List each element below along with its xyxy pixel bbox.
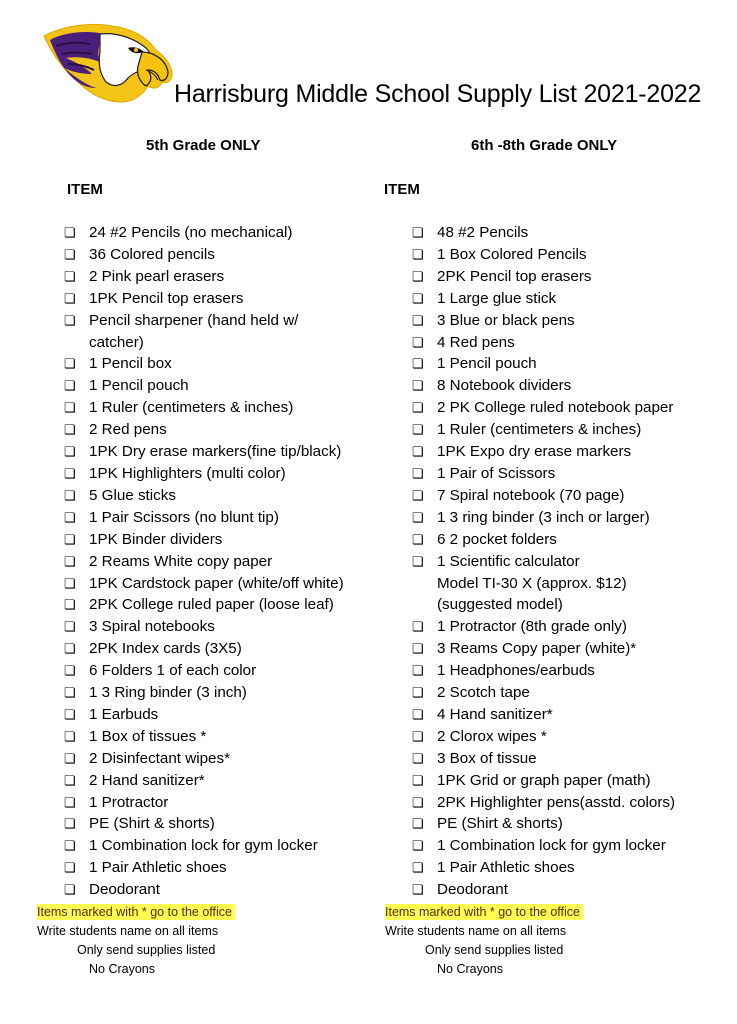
checkbox-icon: ❏ [412,444,424,460]
checkbox-icon: ❏ [64,641,76,657]
list-item: ❏ 2 Scotch tape [412,682,675,704]
list-item: ❏ 6 2 pocket folders [412,529,675,551]
checkbox-icon: ❏ [412,750,424,766]
list-item: ❏ 1 Box of tissues * [64,726,344,748]
list-item: ❏ 1 Ruler (centimeters & inches) [412,419,675,441]
checkbox-icon: ❏ [64,487,76,503]
list-item: ❏ 1PK Binder dividers [64,529,344,551]
list-item: ❏ 1PK Highlighters (multi color) [64,463,344,485]
list-item-continuation: catcher) [89,333,144,351]
list-item: ❏ 1PK Dry erase markers(fine tip/black) [64,441,344,463]
only-note: Only send supplies listed [425,943,564,957]
checkbox-icon: ❏ [64,597,76,613]
list-item: ❏ 2 Pink pearl erasers [64,266,344,288]
checkbox-icon: ❏ [64,268,76,284]
crayons-note: No Crayons [89,962,155,976]
list-item: ❏ 3 Blue or black pens [412,310,675,332]
checkbox-icon: ❏ [64,356,76,372]
list-item: ❏ 1 Ruler (centimeters & inches) [64,397,344,419]
list-item: ❏ 4 Hand sanitizer* [412,704,675,726]
list-item: ❏ 1 Protractor [64,792,344,814]
checkbox-icon: ❏ [64,860,76,876]
list-item: ❏ 1 Pair of Scissors [412,463,675,485]
checkbox-icon: ❏ [412,706,424,722]
checkbox-icon: ❏ [64,465,76,481]
list-item: ❏ 1 3 Ring binder (3 inch) [64,682,344,704]
list-item: ❏ 1 Pair Athletic shoes [64,857,344,879]
checkbox-icon: ❏ [64,553,76,569]
list-item: ❏ 3 Box of tissue [412,748,675,770]
checkbox-icon: ❏ [412,685,424,701]
list-item: ❏ 6 Folders 1 of each color [64,660,344,682]
checkbox-icon: ❏ [412,838,424,854]
checkbox-icon: ❏ [412,728,424,744]
list-item: ❏ PE (Shirt & shorts) [64,813,344,835]
list-item: ❏ 2 Clorox wipes * [412,726,675,748]
list-item: ❏ 4 Red pens [412,332,675,354]
checkbox-icon: ❏ [64,794,76,810]
checkbox-icon: ❏ [64,663,76,679]
notes-left [37,903,235,979]
names-note: Write students name on all items [385,924,567,938]
checkbox-icon: ❏ [64,509,76,525]
list-item: ❏ 1 Combination lock for gym locker [64,835,344,857]
list-item: ❏ 1PK Pencil top erasers [64,288,344,310]
checkbox-icon: ❏ [412,356,424,372]
list-item: ❏ Deodorant [412,879,675,901]
names-note: Write students name on all items [37,924,219,938]
list-item: ❏ 2 Hand sanitizer* [64,770,344,792]
list-item: ❏ 2PK College ruled paper (loose leaf) [64,594,344,616]
checkbox-icon: ❏ [412,400,424,416]
checkbox-icon: ❏ [412,509,424,525]
list-item: ❏ 1PK Grid or graph paper (math) [412,770,675,792]
checkbox-icon: ❏ [64,882,76,898]
grade-heading-5th: 5th Grade ONLY [146,137,261,154]
list-item: ❏ 1 Large glue stick [412,288,675,310]
list-item: ❏ 2PK Index cards (3X5) [64,638,344,660]
list-item: ❏ 24 #2 Pencils (no mechanical) [64,222,344,244]
checkbox-icon: ❏ [64,400,76,416]
list-item: ❏ 1 Protractor (8th grade only) [412,616,675,638]
checkbox-icon: ❏ [64,378,76,394]
checkbox-icon: ❏ [64,619,76,635]
checkbox-icon: ❏ [64,772,76,788]
checkbox-icon: ❏ [412,465,424,481]
checkbox-icon: ❏ [412,794,424,810]
checkbox-icon: ❏ [64,290,76,306]
crayons-note: No Crayons [437,962,503,976]
checkbox-icon: ❏ [64,531,76,547]
list-item: ❏ Pencil sharpener (hand held w/ [64,310,344,332]
checkbox-icon: ❏ [64,312,76,328]
checkbox-icon: ❏ [412,378,424,394]
checkbox-icon: ❏ [412,816,424,832]
list-item: ❏ 7 Spiral notebook (70 page) [412,485,675,507]
list-item: ❏ 2 Disinfectant wipes* [64,748,344,770]
list-item: ❏ 3 Reams Copy paper (white)* [412,638,675,660]
list-item: ❏ 1 Scientific calculator [412,551,675,573]
list-item: ❏ 2 Red pens [64,419,344,441]
list-item: ❏ 2 Reams White copy paper [64,551,344,573]
list-item: ❏ Deodorant [64,879,344,901]
checkbox-icon: ❏ [64,838,76,854]
list-item: ❏ 36 Colored pencils [64,244,344,266]
list-item: ❏ 1PK Expo dry erase markers [412,441,675,463]
office-note: Items marked with * go to the office [385,904,583,920]
checkbox-icon: ❏ [64,422,76,438]
checkbox-icon: ❏ [412,312,424,328]
page-title: Harrisburg Middle School Supply List 2021-2022 [174,80,702,108]
office-note: Items marked with * go to the office [37,904,235,920]
list-item: ❏ 1 Box Colored Pencils [412,244,675,266]
list-item: ❏ 1 Earbuds [64,704,344,726]
list-item: ❏ 1 Combination lock for gym locker [412,835,675,857]
checkbox-icon: ❏ [412,882,424,898]
checkbox-icon: ❏ [412,487,424,503]
only-note: Only send supplies listed [77,943,216,957]
list-item: ❏ 1 Pair Athletic shoes [412,857,675,879]
checkbox-icon: ❏ [412,225,424,240]
checkbox-icon: ❏ [412,334,424,350]
checkbox-icon: ❏ [64,816,76,832]
checkbox-icon: ❏ [64,685,76,701]
checkbox-icon: ❏ [412,531,424,547]
list-item: ❏ PE (Shirt & shorts) [412,813,675,835]
checkbox-icon: ❏ [412,860,424,876]
checkbox-icon: ❏ [64,246,76,262]
list-item: ❏ 8 Notebook dividers [412,375,675,397]
list-item: ❏ 48 #2 Pencils [412,222,675,244]
checkbox-icon: ❏ [412,641,424,657]
checkbox-icon: ❏ [412,619,424,635]
supply-list-5th [64,222,344,901]
list-item: ❏ 1 Pair Scissors (no blunt tip) [64,507,344,529]
item-header-right: ITEM [384,181,420,198]
checkbox-icon: ❏ [64,750,76,766]
checkbox-icon: ❏ [64,706,76,722]
list-item: ❏ 1PK Cardstock paper (white/off white) [64,573,344,595]
list-item: ❏ 5 Glue sticks [64,485,344,507]
checkbox-icon: ❏ [412,246,424,262]
notes-right [385,903,583,979]
grade-heading-6-8: 6th -8th Grade ONLY [471,137,618,154]
list-item: ❏ 2PK Highlighter pens(asstd. colors) [412,792,675,814]
list-item: ❏ 3 Spiral notebooks [64,616,344,638]
checkbox-icon: ❏ [412,268,424,284]
checkbox-icon: ❏ [412,290,424,306]
checkbox-icon: ❏ [412,663,424,679]
list-item: ❏ 1 Pencil pouch [64,375,344,397]
list-item: ❏ 2 PK College ruled notebook paper [412,397,675,419]
checkbox-icon: ❏ [412,553,424,569]
checkbox-icon: ❏ [64,575,76,591]
list-item: ❏ 1 Headphones/earbuds [412,660,675,682]
checkbox-icon: ❏ [412,422,424,438]
checkbox-icon: ❏ [412,772,424,788]
supply-list-6-8 [412,222,675,901]
item-header-left: ITEM [67,181,103,198]
list-item-continuation: Model TI-30 X (approx. $12) [437,574,627,592]
list-item: ❏ 1 3 ring binder (3 inch or larger) [412,507,675,529]
list-item: ❏ 1 Pencil box [64,353,344,375]
eagle-logo-icon [42,22,174,104]
list-item: ❏ 2PK Pencil top erasers [412,266,675,288]
checkbox-icon: ❏ [64,444,76,460]
list-item: ❏ 1 Pencil pouch [412,353,675,375]
list-item-continuation: (suggested model) [437,596,563,614]
checkbox-icon: ❏ [64,728,76,744]
checkbox-icon: ❏ [64,225,76,240]
